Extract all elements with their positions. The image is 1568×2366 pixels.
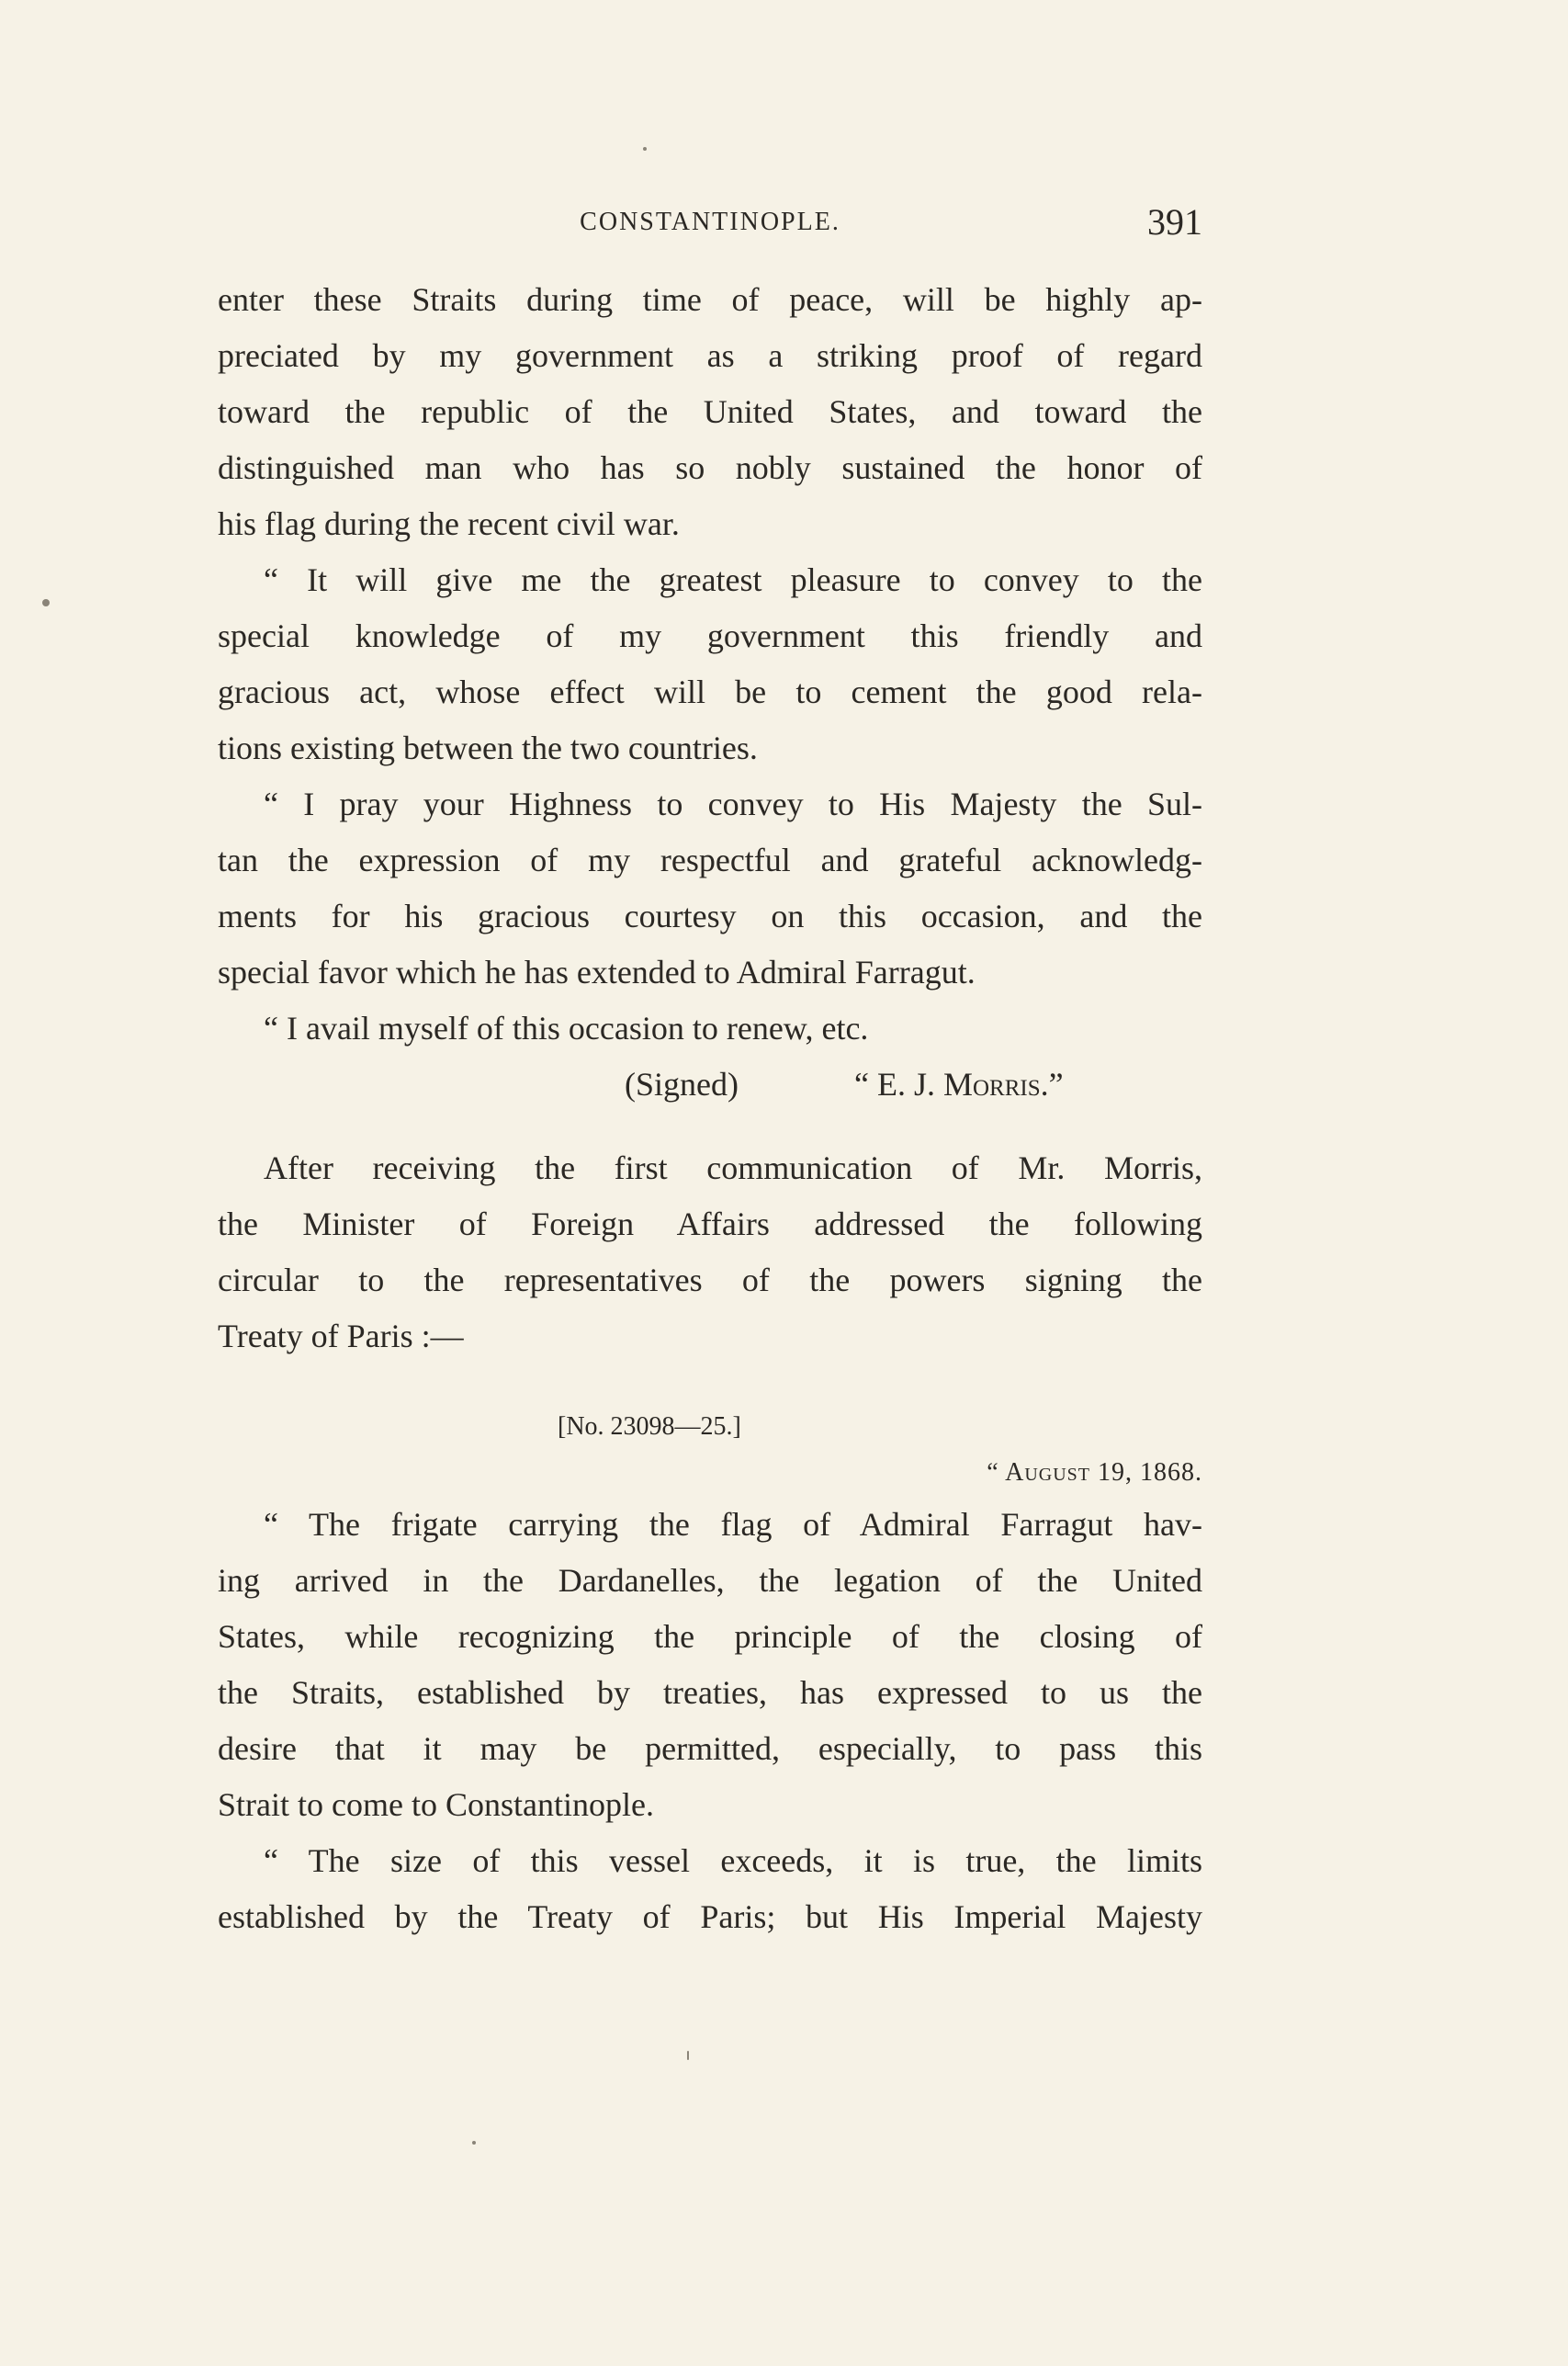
text-line: gracious act, whose effect will be to cement the good rela- bbox=[218, 674, 1202, 710]
paper-speck bbox=[643, 147, 647, 151]
paper-speck bbox=[687, 2051, 689, 2060]
spacer bbox=[218, 1113, 1202, 1140]
text-line: the Minister of Foreign Affairs addressed the following bbox=[218, 1206, 1202, 1242]
paper-speck bbox=[42, 599, 50, 606]
text-line: preciated by my government as a striking proof of regard bbox=[218, 337, 1202, 374]
paper-speck bbox=[472, 2141, 476, 2145]
paragraph-5 bbox=[218, 1140, 1202, 1364]
text-line: “ The frigate carrying the flag of Admiral Farragut hav- bbox=[264, 1506, 1202, 1543]
signature bbox=[218, 1057, 1202, 1113]
paragraph-1 bbox=[218, 272, 1202, 552]
paragraph-2 bbox=[218, 552, 1202, 776]
text-line: States, while recognizing the principle of the closing of bbox=[218, 1618, 1202, 1655]
text-line: the Straits, established by treaties, has expressed to us the bbox=[218, 1674, 1202, 1711]
text-line: toward the republic of the United States, and toward the bbox=[218, 393, 1202, 430]
page-number: 391 bbox=[1147, 201, 1202, 243]
text-line: established by the Treaty of Paris; but His Imperial Majesty bbox=[218, 1898, 1202, 1935]
paragraph-3 bbox=[218, 776, 1202, 1001]
text-line: special knowledge of my government this friendly and bbox=[218, 617, 1202, 654]
text-line: “ The size of this vessel exceeds, it is true, the limits bbox=[264, 1842, 1202, 1879]
text-line: distinguished man who has so nobly sustained the honor of bbox=[218, 449, 1202, 486]
text-line: Strait to come to Constantinople. bbox=[218, 1786, 654, 1823]
text-line: special favor which he has extended to Admiral Farragut. bbox=[218, 954, 976, 991]
text-line: tan the expression of my respectful and grateful acknowledg- bbox=[218, 842, 1202, 878]
page-header bbox=[218, 200, 1202, 246]
signature-name: “ E. J. Morris.” bbox=[854, 1066, 1064, 1103]
text-line: ments for his gracious courtesy on this occasion, and the bbox=[218, 898, 1202, 934]
text-line: “ I pray your Highness to convey to His Majesty the Sul- bbox=[264, 786, 1202, 822]
text-line: Treaty of Paris :— bbox=[218, 1318, 464, 1354]
text-line: “ It will give me the greatest pleasure to convey to the bbox=[264, 561, 1202, 598]
text-line: his flag during the recent civil war. bbox=[218, 505, 680, 542]
text-line: “ I avail myself of this occasion to renew, etc. bbox=[264, 1010, 869, 1047]
text-line: enter these Straits during time of peace, will be highly ap- bbox=[218, 281, 1202, 318]
text-line: circular to the representatives of the powers signing the bbox=[218, 1262, 1202, 1298]
document-date: “ August 19, 1868. bbox=[987, 1458, 1202, 1487]
spacer bbox=[218, 1364, 1202, 1405]
body-text bbox=[218, 272, 1202, 1945]
paragraph-4 bbox=[218, 1001, 1202, 1057]
signature-label: (Signed) bbox=[625, 1066, 739, 1103]
paragraph-6 bbox=[218, 1497, 1202, 1833]
text-line: tions existing between the two countries. bbox=[218, 730, 758, 766]
paragraph-7 bbox=[218, 1833, 1202, 1945]
document-number: [No. 23098—25.] bbox=[558, 1412, 741, 1441]
running-head: CONSTANTINOPLE. bbox=[580, 208, 840, 236]
text-line: After receiving the first communication of Mr. Morris, bbox=[264, 1149, 1202, 1186]
text-line: ing arrived in the Dardanelles, the legation of the United bbox=[218, 1562, 1202, 1599]
text-line: desire that it may be permitted, especially, to pass this bbox=[218, 1730, 1202, 1767]
